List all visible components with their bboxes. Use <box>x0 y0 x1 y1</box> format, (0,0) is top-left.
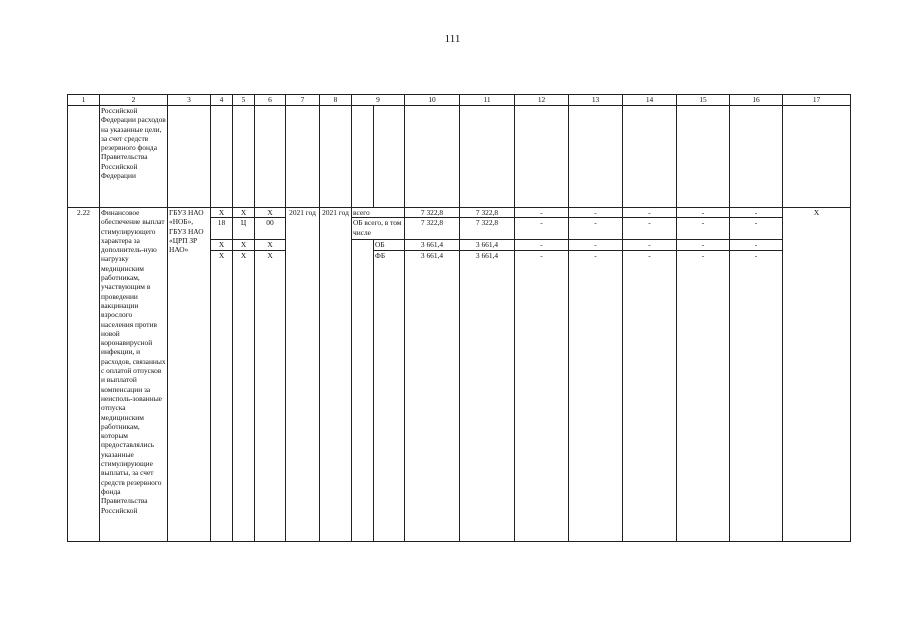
header-row <box>68 95 851 106</box>
col17-cell: Х <box>783 208 851 542</box>
header-col-15: 15 <box>677 95 730 106</box>
header-col-6: 6 <box>255 95 286 106</box>
funding-source: ОБ всего, в том числе <box>352 218 405 240</box>
value-cell: - <box>623 240 677 250</box>
value-cell: - <box>730 208 783 218</box>
code-cell: Х <box>233 208 255 218</box>
value-cell: 7 322,8 <box>460 218 515 240</box>
code-cell: Х <box>255 250 286 541</box>
value-cell: 3 661,4 <box>405 240 460 250</box>
header-col-9: 9 <box>352 95 405 106</box>
value-cell: - <box>569 208 623 218</box>
value-cell: - <box>623 250 677 541</box>
code-cell: Х <box>233 240 255 250</box>
row-description: Финансовое обеспечение выплат стимулирующего характера за дополнитель-ную нагрузку медицинским работникам, участвующим в проведении вакцинации взрослого населения против новой коронавирусной инфекции, и расходов, связанных с оплатой отпусков и выплатой компенсации за неисполь-зованные отпуска медицинским работникам, которым предоставлялись указанные стимулирующие выплаты, за счет средств резервного фонда Правительства Российской <box>100 208 168 542</box>
header-col-5: 5 <box>233 95 255 106</box>
value-cell: - <box>515 208 569 218</box>
code-cell: Х <box>211 208 233 218</box>
value-cell: 3 661,4 <box>460 250 515 541</box>
value-cell: - <box>515 218 569 240</box>
code-cell: Х <box>255 208 286 218</box>
row-executor: ГБУЗ НАО «НОБ», ГБУЗ НАО «ЦРП ЗР НАО» <box>168 208 211 542</box>
code-cell: Х <box>255 240 286 250</box>
header-col-4: 4 <box>211 95 233 106</box>
budget-table <box>67 94 851 542</box>
header-col-10: 10 <box>405 95 460 106</box>
continuation-row <box>68 106 851 208</box>
value-cell: 7 322,8 <box>405 208 460 218</box>
value-cell: 3 661,4 <box>405 250 460 541</box>
code-cell: 00 <box>255 218 286 240</box>
header-col-13: 13 <box>569 95 623 106</box>
header-col-17: 17 <box>783 95 851 106</box>
header-col-1: 1 <box>68 95 100 106</box>
value-cell: 7 322,8 <box>405 218 460 240</box>
header-col-16: 16 <box>730 95 783 106</box>
value-cell: - <box>730 218 783 240</box>
code-cell: Х <box>211 240 233 250</box>
continuation-text: Российской Федерации расходов на указанные цели, за счет средств резервного фонда Правительства Российской Федерации <box>100 106 168 208</box>
value-cell: - <box>730 250 783 541</box>
header-col-8: 8 <box>320 95 352 106</box>
row-number: 2.22 <box>68 208 100 542</box>
table-row <box>68 208 851 218</box>
code-cell: Ц <box>233 218 255 240</box>
year-end: 2021 год <box>320 208 352 542</box>
value-cell: - <box>569 218 623 240</box>
value-cell: - <box>515 250 569 541</box>
header-col-14: 14 <box>623 95 677 106</box>
value-cell: - <box>515 240 569 250</box>
value-cell: - <box>730 240 783 250</box>
header-col-7: 7 <box>286 95 320 106</box>
value-cell: - <box>677 250 730 541</box>
code-cell: Х <box>233 250 255 541</box>
value-cell: - <box>677 240 730 250</box>
code-cell: Х <box>211 250 233 541</box>
value-cell: - <box>569 240 623 250</box>
value-cell: - <box>677 218 730 240</box>
value-cell: 3 661,4 <box>460 240 515 250</box>
code-cell: 18 <box>211 218 233 240</box>
year-start: 2021 год <box>286 208 320 542</box>
value-cell: - <box>569 250 623 541</box>
value-cell: - <box>623 218 677 240</box>
header-col-11: 11 <box>460 95 515 106</box>
value-cell: 7 322,8 <box>460 208 515 218</box>
header-col-2: 2 <box>100 95 168 106</box>
funding-source: ФБ <box>374 250 405 541</box>
funding-source: ОБ <box>374 240 405 250</box>
header-col-12: 12 <box>515 95 569 106</box>
value-cell: - <box>677 208 730 218</box>
page-number: 111 <box>444 33 461 45</box>
header-col-3: 3 <box>168 95 211 106</box>
value-cell: - <box>623 208 677 218</box>
funding-source: всего <box>352 208 405 218</box>
